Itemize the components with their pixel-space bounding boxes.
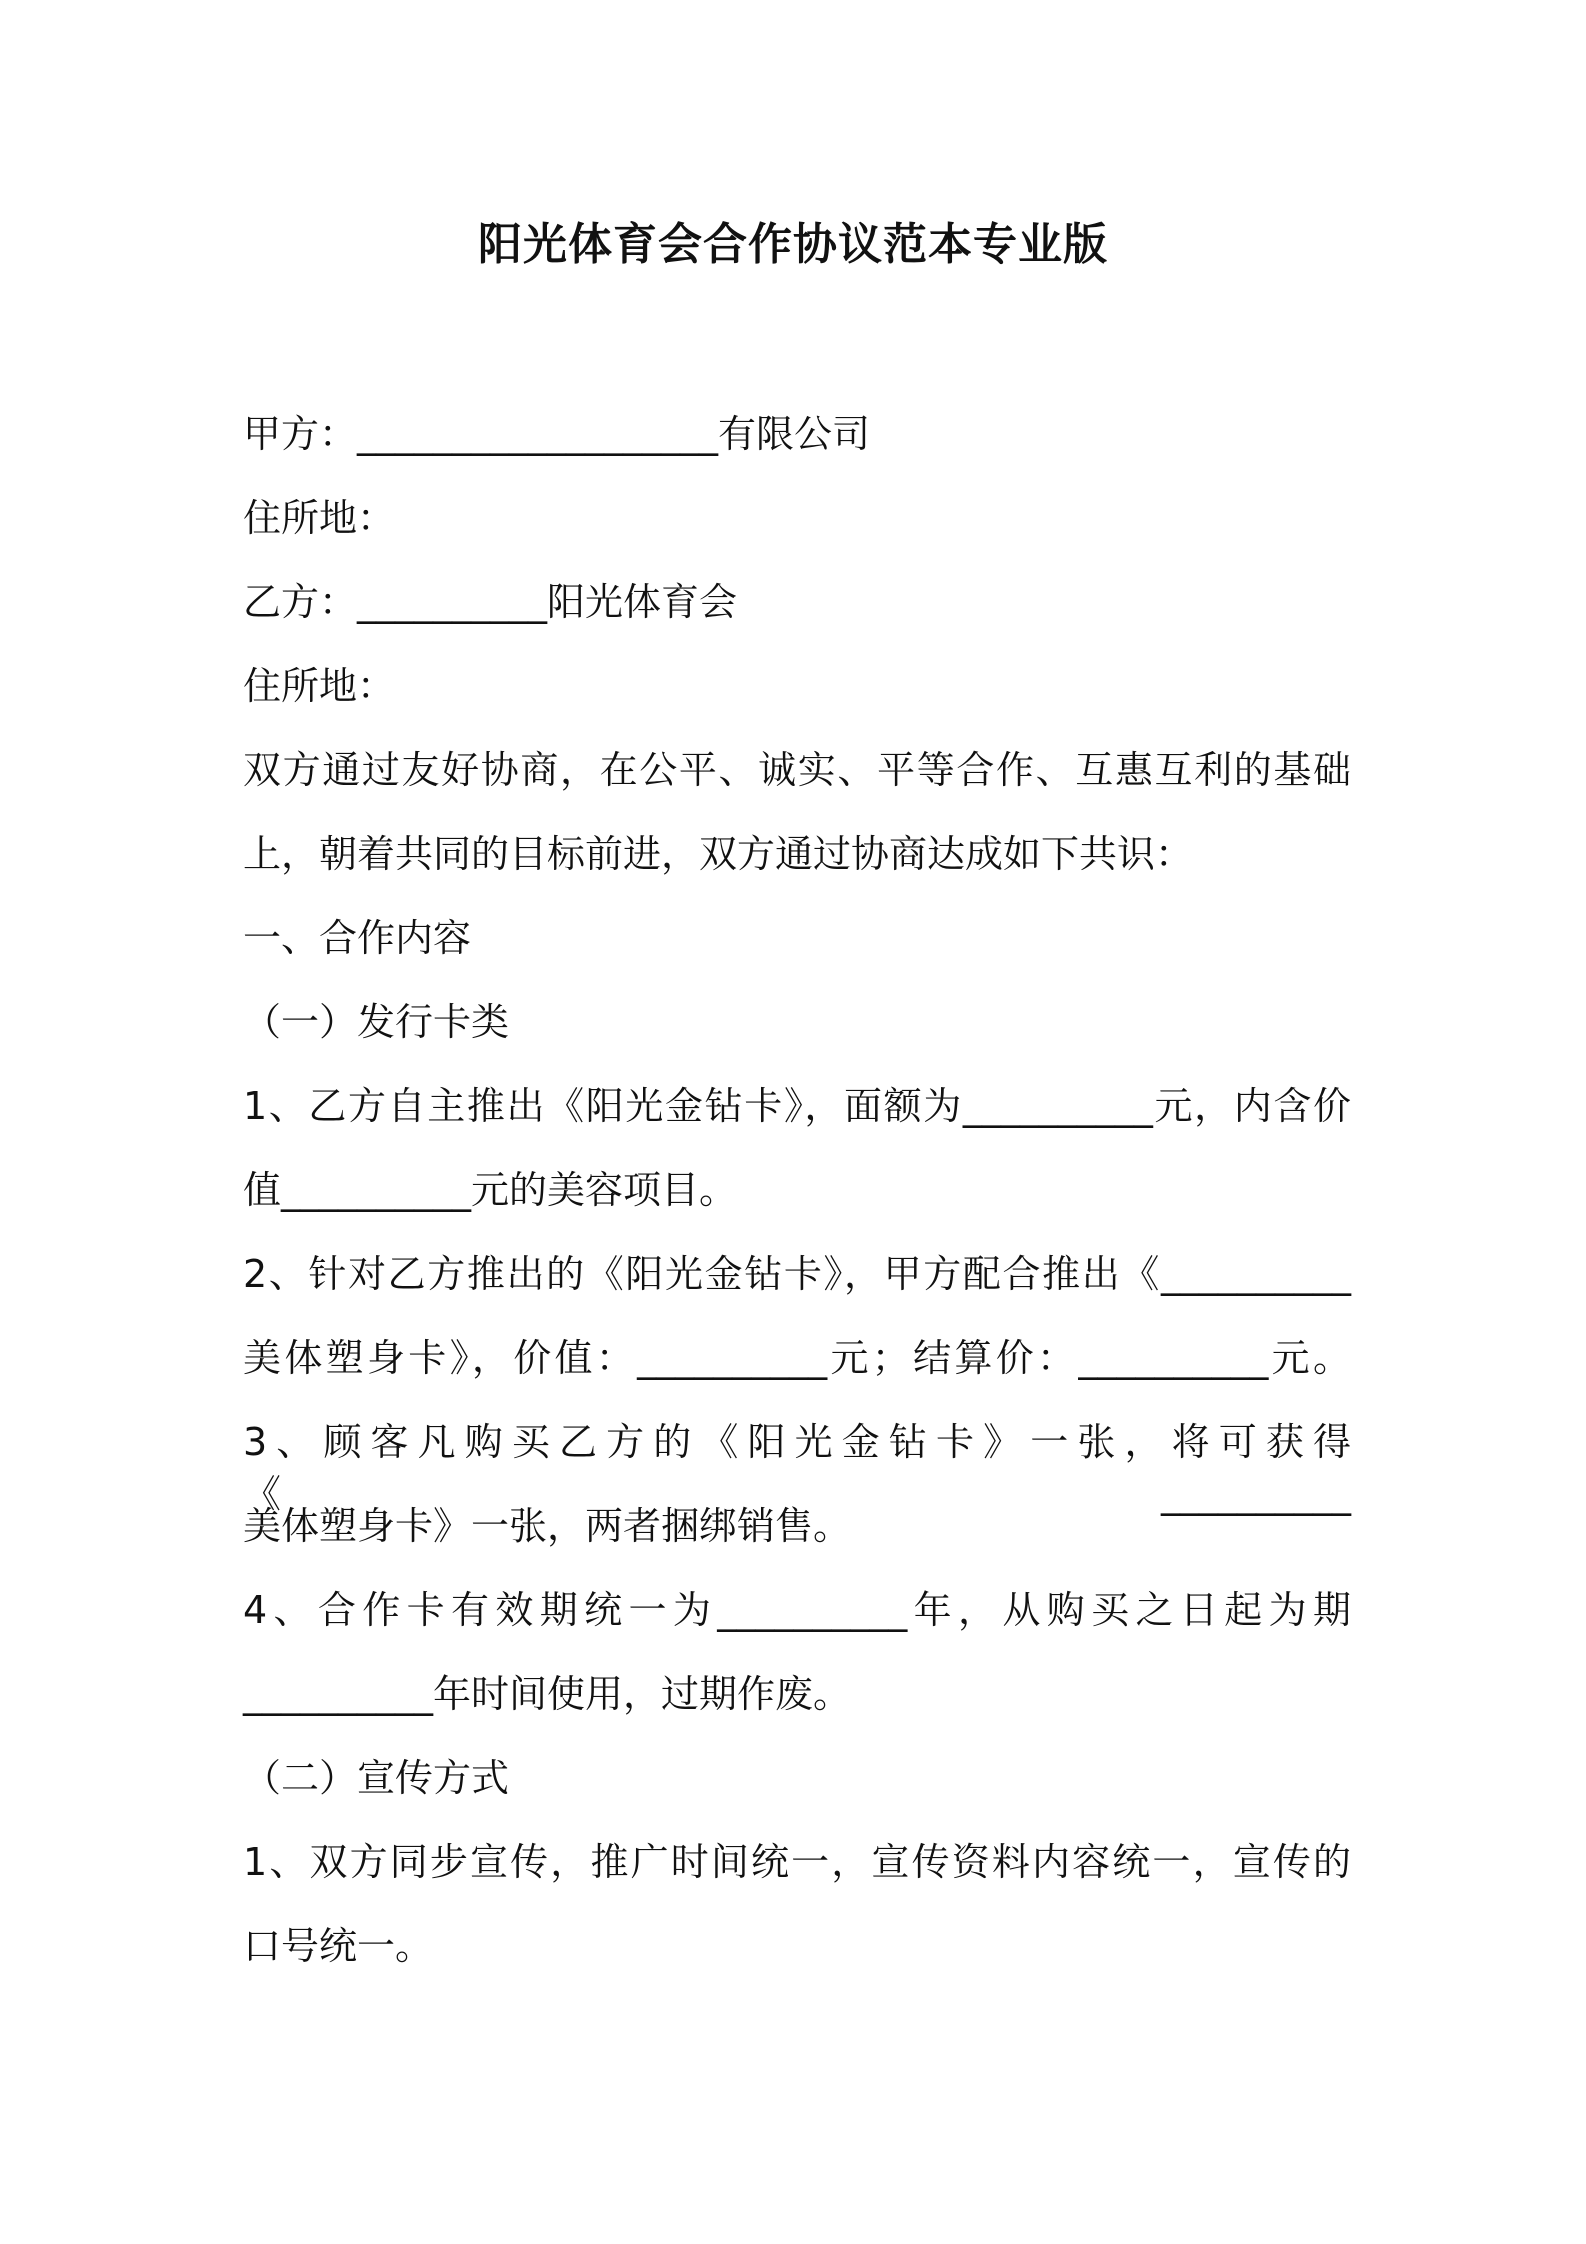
party-b-line: 乙方：__________阳光体育会 — [243, 580, 738, 624]
clause-3-line-1: 3、顾客凡购买乙方的《阳光金钻卡》一张，将可获得《__________ — [243, 1420, 1351, 1516]
promotion-clause-1-line-2: 口号统一。 — [243, 1924, 434, 1968]
intro-line-1: 双方通过友好协商，在公平、诚实、平等合作、互惠互利的基础 — [243, 748, 1351, 792]
clause-4-line-2: __________年时间使用，过期作废。 — [243, 1672, 852, 1716]
promotion-clause-1-line-1: 1、双方同步宣传，推广时间统一，宣传资料内容统一，宣传的 — [243, 1840, 1351, 1884]
clause-2-line-2: 美体塑身卡》，价值：__________元；结算价：__________元。 — [243, 1336, 1351, 1380]
document-title: 阳光体育会合作协议范本专业版 — [478, 219, 1108, 270]
clause-3-line-2: 美体塑身卡》一张，两者捆绑销售。 — [243, 1504, 852, 1548]
party-a-address-line: 住所地： — [243, 496, 396, 540]
subsection-heading-promotion: （二）宣传方式 — [243, 1756, 510, 1800]
subsection-heading-cards: （一）发行卡类 — [243, 1000, 510, 1044]
clause-1-line-1: 1、乙方自主推出《阳光金钻卡》，面额为__________元，内含价 — [243, 1084, 1351, 1128]
clause-1-line-2: 值__________元的美容项目。 — [243, 1168, 738, 1212]
party-b-address-line: 住所地： — [243, 664, 396, 708]
clause-2-line-1: 2、针对乙方推出的《阳光金钻卡》，甲方配合推出《__________ — [243, 1252, 1351, 1296]
party-a-line: 甲方：___________________有限公司 — [243, 412, 871, 456]
intro-line-2: 上，朝着共同的目标前进，双方通过协商达成如下共识： — [243, 832, 1194, 876]
section-heading-cooperation: 一、合作内容 — [243, 916, 472, 960]
clause-4-line-1: 4、合作卡有效期统一为__________年，从购买之日起为期 — [243, 1588, 1351, 1632]
